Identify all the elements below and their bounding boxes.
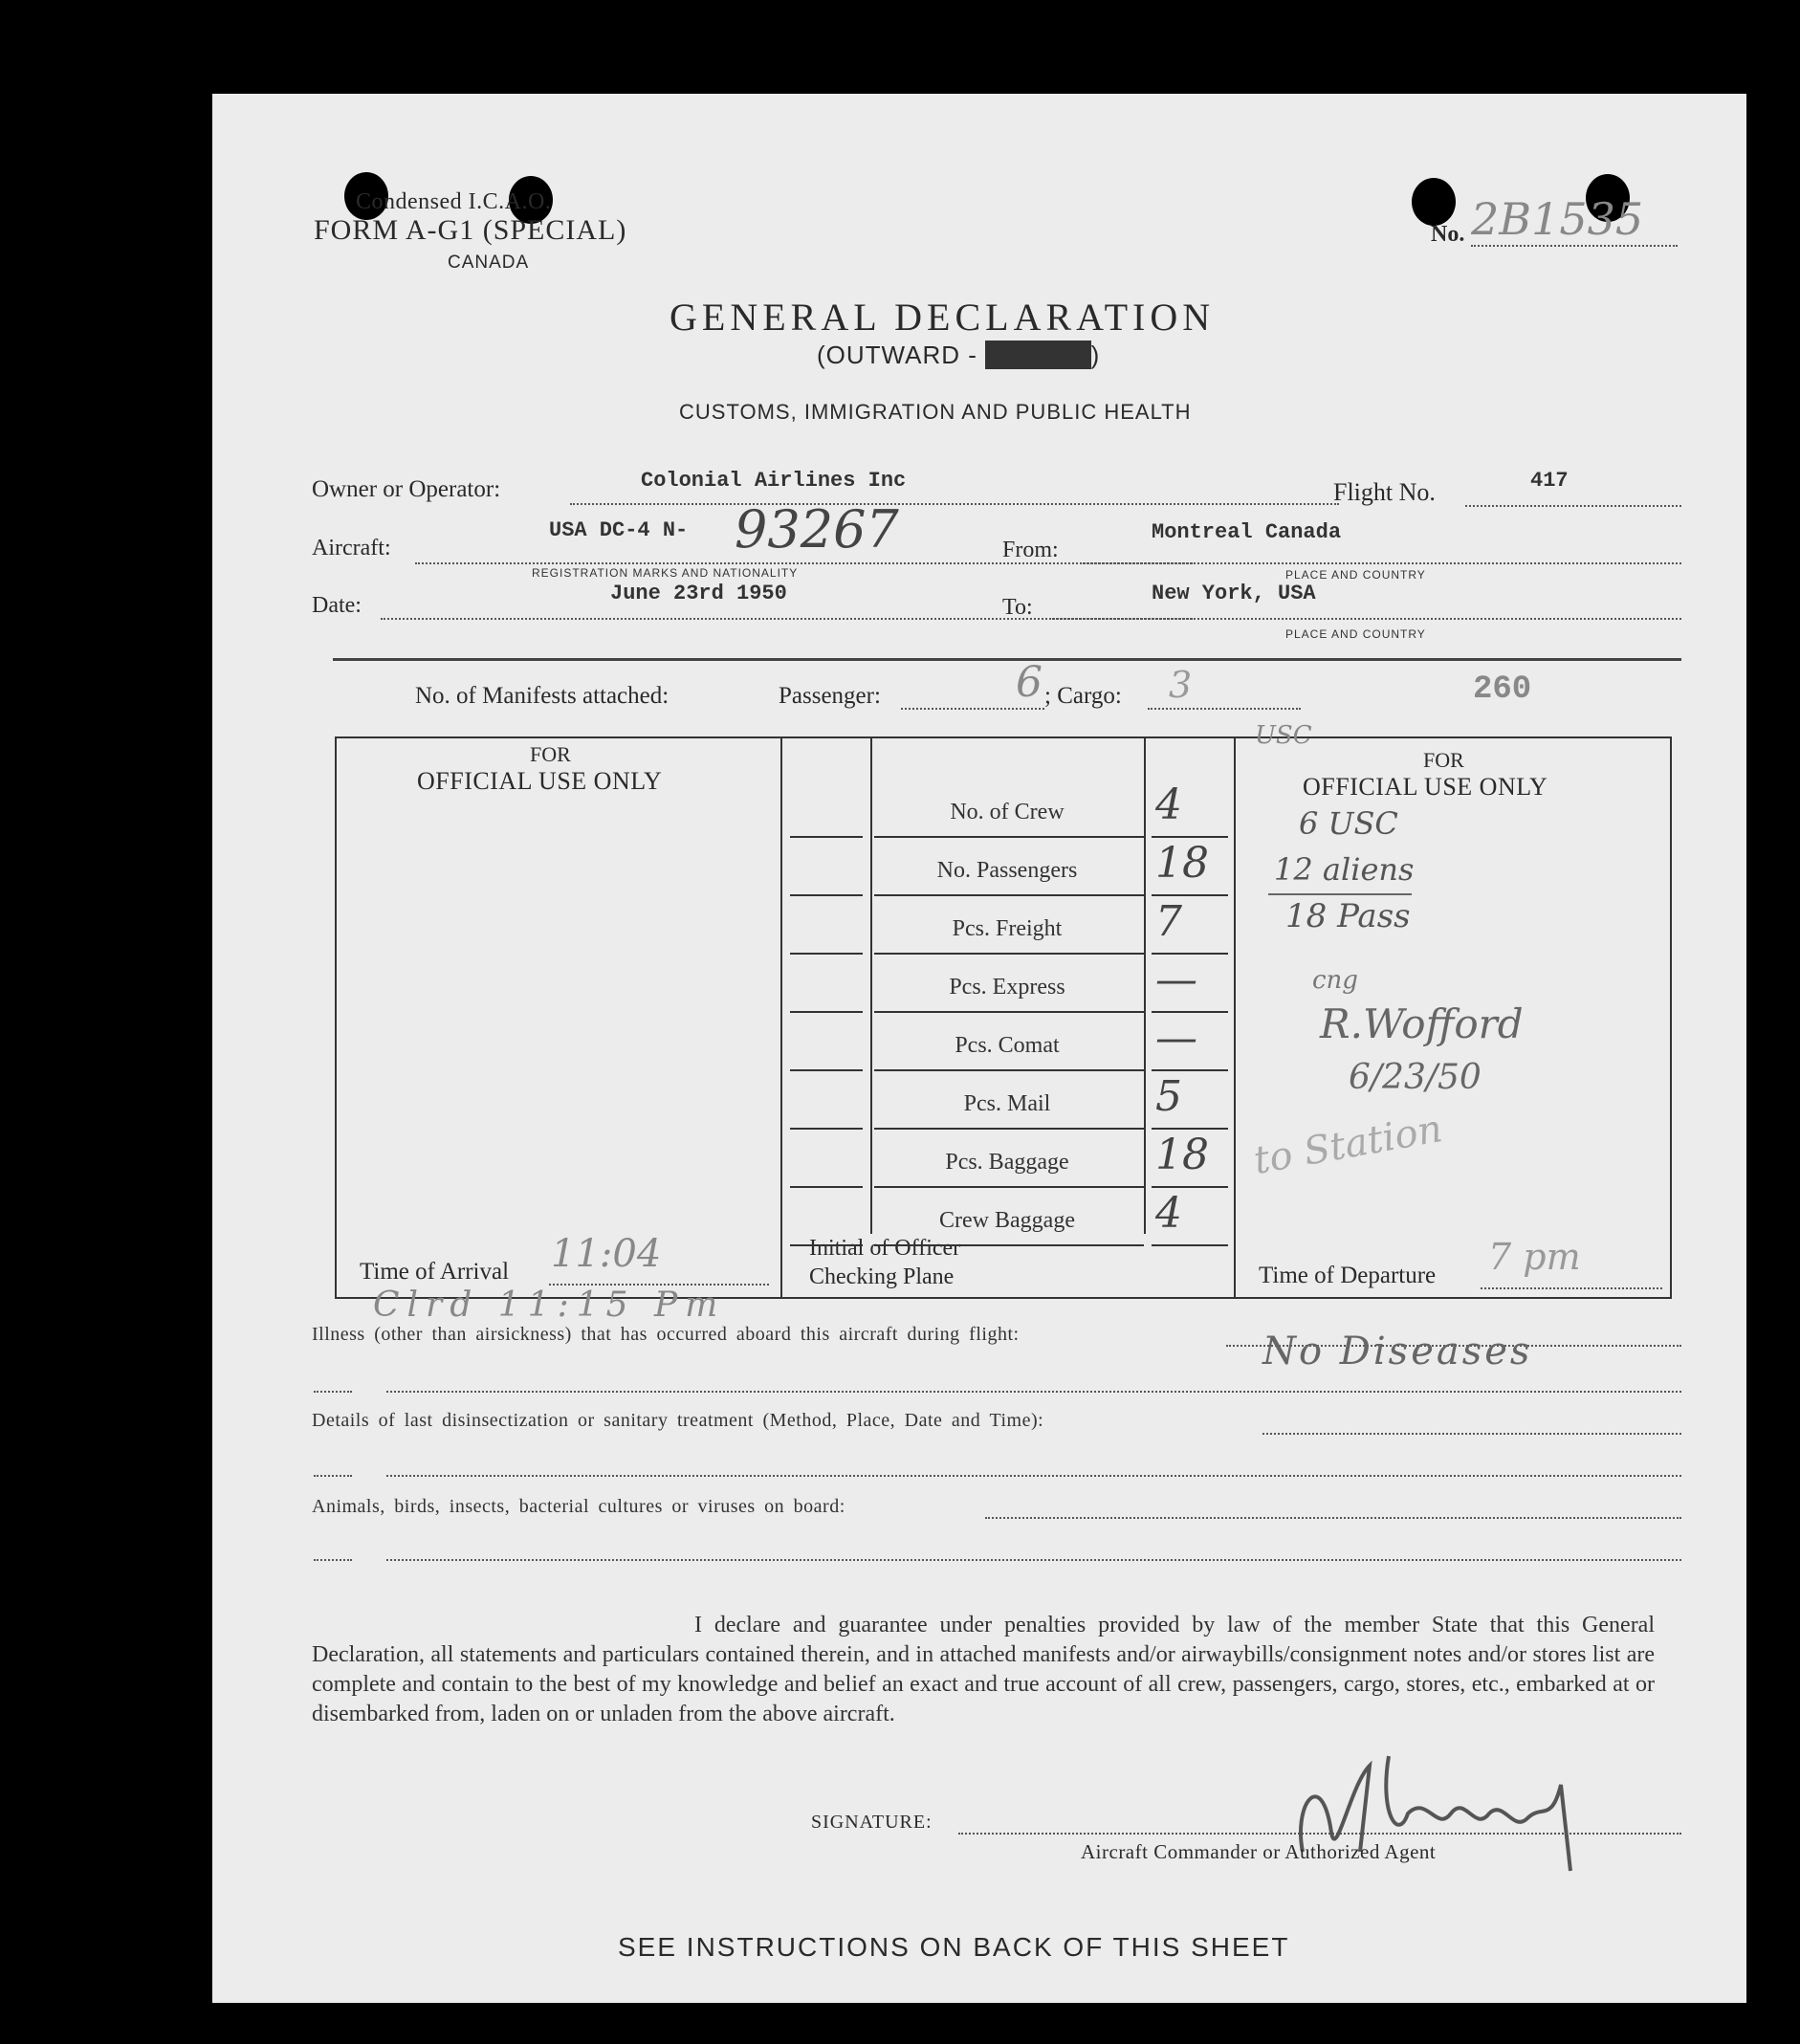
row-value: 7 bbox=[1155, 897, 1182, 946]
manifests-label: No. of Manifests attached: bbox=[415, 683, 670, 709]
row-value: 4 bbox=[1155, 780, 1182, 829]
right-official-header-1: FOR bbox=[1423, 748, 1464, 772]
aircraft-label: Aircraft: bbox=[312, 536, 391, 560]
row-label: Crew Baggage bbox=[939, 1208, 1075, 1233]
country-label: CANADA bbox=[448, 253, 530, 273]
passenger-line bbox=[901, 708, 1044, 710]
page-subtitle bbox=[817, 341, 1100, 370]
animals-line-1 bbox=[985, 1517, 1681, 1519]
right-note-8: to Station bbox=[1250, 1107, 1446, 1183]
right-note-3: 12 aliens bbox=[1274, 851, 1415, 888]
row-rule bbox=[874, 1069, 1144, 1071]
form-line-1: Condensed I.C.A.O. bbox=[356, 189, 552, 214]
row-label: No. Passengers bbox=[936, 858, 1078, 883]
initial-label-2: Checking Plane bbox=[809, 1264, 955, 1289]
left-official-header-2: OFFICIAL USE ONLY bbox=[417, 767, 663, 795]
agencies-heading: CUSTOMS, IMMIGRATION AND PUBLIC HEALTH bbox=[679, 400, 1192, 424]
form-sheet bbox=[212, 94, 1746, 2003]
footer-instructions: SEE INSTRUCTIONS ON BACK OF THIS SHEET bbox=[618, 1932, 1290, 1962]
cargo-value: 3 bbox=[1169, 664, 1193, 706]
to-label: To: bbox=[1002, 595, 1033, 620]
table-divider-2 bbox=[870, 736, 872, 1234]
right-note-2: 6 USC bbox=[1299, 805, 1398, 842]
row-rule-right bbox=[1152, 1128, 1228, 1130]
date-value: June 23rd 1950 bbox=[610, 582, 787, 605]
to-line bbox=[1052, 618, 1681, 620]
cleared-note: Clrd 11:15 Pm bbox=[373, 1286, 726, 1325]
number-label: No. bbox=[1431, 222, 1465, 247]
row-value: 4 bbox=[1155, 1189, 1182, 1238]
stamp-number: 260 bbox=[1473, 671, 1532, 708]
time-arrival-label: Time of Arrival bbox=[360, 1259, 510, 1285]
passenger-label: Passenger: bbox=[779, 683, 881, 709]
row-rule bbox=[874, 1244, 1144, 1246]
cargo-line bbox=[1148, 708, 1301, 710]
subtitle-prefix: (OUTWARD - bbox=[817, 341, 986, 369]
disinsect-label: Details of last disinsectization or sanitary treatment (Method, Place, Date and Time): bbox=[312, 1410, 1044, 1431]
time-departure-line bbox=[1481, 1287, 1662, 1289]
animals-line-2 bbox=[314, 1559, 352, 1561]
row-rule bbox=[874, 894, 1144, 896]
row-rule-left bbox=[790, 1244, 863, 1246]
from-value: Montreal Canada bbox=[1152, 520, 1342, 544]
row-label: Pcs. Freight bbox=[952, 916, 1063, 941]
signature-caption: Aircraft Commander or Authorized Agent bbox=[1081, 1840, 1437, 1863]
row-rule-left bbox=[790, 1186, 863, 1188]
right-official-header-2: OFFICIAL USE ONLY bbox=[1303, 773, 1548, 801]
disinsect-line-2 bbox=[314, 1475, 352, 1477]
flight-line bbox=[1465, 505, 1681, 507]
header-divider bbox=[333, 658, 1681, 661]
right-note-underline bbox=[1268, 893, 1412, 895]
number-line bbox=[1471, 245, 1678, 247]
date-label: Date: bbox=[312, 593, 362, 618]
row-rule-left bbox=[790, 836, 863, 838]
owner-value: Colonial Airlines Inc bbox=[641, 469, 907, 493]
animals-label: Animals, birds, insects, bacterial cultures or viruses on board: bbox=[312, 1496, 845, 1517]
row-value: 5 bbox=[1155, 1072, 1182, 1121]
row-rule-right bbox=[1152, 1186, 1228, 1188]
right-note-7: 6/23/50 bbox=[1349, 1058, 1482, 1097]
signature-label: SIGNATURE: bbox=[811, 1812, 933, 1833]
right-note-6: R.Wofford bbox=[1320, 1000, 1524, 1047]
row-value: 18 bbox=[1155, 1131, 1209, 1179]
row-label: Pcs. Comat bbox=[955, 1033, 1060, 1058]
row-value: 18 bbox=[1155, 839, 1209, 888]
row-label: No. of Crew bbox=[950, 800, 1065, 824]
disinsect-line-1 bbox=[1262, 1433, 1681, 1435]
row-rule bbox=[874, 1186, 1144, 1188]
owner-line bbox=[570, 503, 1339, 505]
left-official-header-1: FOR bbox=[530, 742, 571, 766]
flight-value: 417 bbox=[1530, 469, 1569, 493]
row-rule bbox=[874, 1128, 1144, 1130]
aircraft-line bbox=[415, 562, 1196, 564]
illness-value: No Diseases bbox=[1262, 1330, 1533, 1374]
row-rule-right bbox=[1152, 1244, 1228, 1246]
row-rule bbox=[874, 953, 1144, 955]
page-title: GENERAL DECLARATION bbox=[670, 296, 1216, 339]
row-rule-right bbox=[1152, 836, 1228, 838]
row-rule-right bbox=[1152, 953, 1228, 955]
time-departure-value: 7 pm bbox=[1488, 1236, 1581, 1278]
from-label: From: bbox=[1002, 538, 1059, 562]
row-rule-left bbox=[790, 1069, 863, 1071]
row-label: Pcs. Express bbox=[949, 975, 1065, 1000]
initial-label-1: Initial of Officer bbox=[809, 1236, 961, 1261]
passenger-value: 6 bbox=[1016, 658, 1043, 707]
row-rule-left bbox=[790, 894, 863, 896]
row-rule-right bbox=[1152, 1011, 1228, 1013]
row-rule-right bbox=[1152, 1069, 1228, 1071]
form-line-2: FORM A-G1 (SPECIAL) bbox=[314, 214, 627, 246]
row-rule bbox=[874, 836, 1144, 838]
punch-hole-number-left bbox=[1412, 178, 1456, 226]
row-label: Pcs. Mail bbox=[963, 1091, 1051, 1116]
right-note-1: USC bbox=[1255, 721, 1312, 750]
table-divider-1 bbox=[780, 736, 782, 1297]
declaration-text: I declare and guarantee under penalties provided by law of the member State that this General Declaration, all statements and particulars contained therein, and in attached manifests and/or airwaybills/consignment notes and/or stores list are complete and contain to the best of my knowledge and belief an exact and true account of all crew, passengers, cargo, stores, etc., embarked at or disembarked from, laden on or unladen from the above aircraft. bbox=[312, 1613, 1655, 1726]
row-rule-left bbox=[790, 1128, 863, 1130]
row-label: Pcs. Baggage bbox=[945, 1150, 1069, 1175]
to-place-caption: PLACE AND COUNTRY bbox=[1285, 627, 1426, 641]
owner-label: Owner or Operator: bbox=[312, 476, 501, 502]
right-note-5: cng bbox=[1312, 966, 1358, 995]
illness-line-3 bbox=[386, 1391, 1681, 1393]
illness-line-2 bbox=[314, 1391, 352, 1393]
row-value: — bbox=[1155, 956, 1197, 1004]
disinsect-line-3 bbox=[386, 1475, 1681, 1477]
right-note-4: 18 Pass bbox=[1285, 897, 1411, 935]
table-divider-3 bbox=[1144, 736, 1146, 1234]
row-rule-left bbox=[790, 953, 863, 955]
row-rule-left bbox=[790, 1011, 863, 1013]
registration-caption: REGISTRATION MARKS AND NATIONALITY bbox=[532, 566, 799, 580]
row-rule-right bbox=[1152, 894, 1228, 896]
to-value: New York, USA bbox=[1152, 582, 1316, 605]
flight-label: Flight No. bbox=[1333, 478, 1436, 506]
time-arrival-value: 11:04 bbox=[551, 1232, 662, 1276]
illness-label: Illness (other than airsickness) that has occurred aboard this aircraft during flight: bbox=[312, 1324, 1020, 1345]
from-place-caption: PLACE AND COUNTRY bbox=[1285, 568, 1426, 582]
row-value: — bbox=[1155, 1014, 1197, 1063]
cargo-label: ; Cargo: bbox=[1044, 683, 1122, 709]
from-line bbox=[1083, 562, 1681, 564]
row-rule bbox=[874, 1011, 1144, 1013]
animals-line-3 bbox=[386, 1559, 1681, 1561]
aircraft-hand: 93267 bbox=[735, 499, 899, 560]
subtitle-struck: INWARD bbox=[985, 341, 1091, 369]
aircraft-typed: USA DC-4 N- bbox=[549, 518, 689, 542]
table-divider-4 bbox=[1234, 736, 1236, 1297]
subtitle-suffix: ) bbox=[1090, 341, 1101, 369]
number-value: 2B1535 bbox=[1471, 193, 1644, 245]
time-departure-label: Time of Departure bbox=[1259, 1263, 1437, 1288]
